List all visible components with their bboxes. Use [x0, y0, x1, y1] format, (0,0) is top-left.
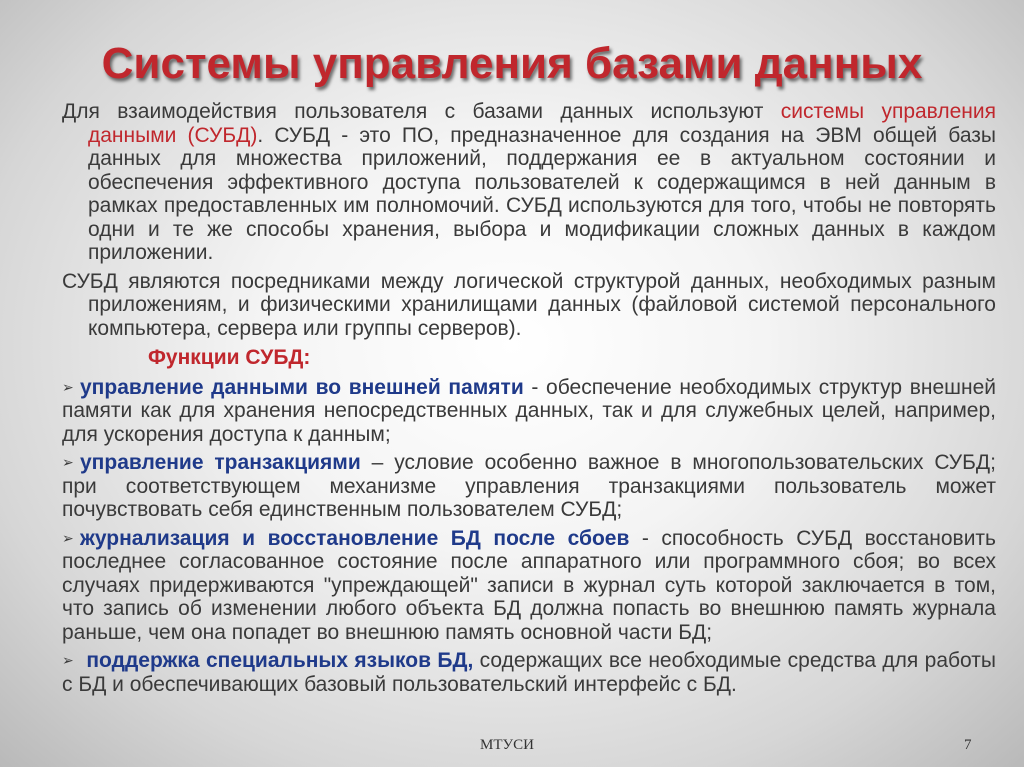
dbms-highlight: системы управления данными (СУБД) — [88, 100, 996, 147]
function-text: - обеспечение необходимых структур внешней памяти как для хранения непосредственных данных, так и для служебных целей, например, для ускорения доступа к данным; — [62, 375, 996, 446]
function-item — [62, 527, 996, 645]
arrow-bullet-icon: ➢ — [62, 652, 74, 668]
arrow-bullet-icon: ➢ — [62, 529, 74, 546]
slide-title: Системы управления базами данных — [101, 39, 923, 88]
page-number: 7 — [964, 737, 972, 753]
arrow-bullet-icon: ➢ — [62, 378, 74, 395]
function-item — [62, 451, 996, 522]
slide-content — [62, 100, 996, 701]
function-text: - способность СУБД восстановить последнее согласованное состояние после аппаратного или программного сбоя; во всех случаях придерживаются "упреждающей" записи в журнал суть которой заключается в том, что запись об изменении любого объекта БД должна попасть во внешнюю память журнала раньше, чем она попадет во внешнюю память основной части БД; — [62, 526, 996, 644]
footer-organization: МТУСИ — [480, 737, 534, 753]
functions-heading: Функции СУБД: — [148, 346, 311, 369]
intro-paragraph-1 — [62, 100, 996, 265]
function-item — [62, 649, 996, 696]
function-text: содержащих все необходимые средства для работы с БД и обеспечивающих базовый пользовательский интерфейс с БД. — [62, 649, 996, 696]
function-term: управление данными во внешней памяти — [80, 375, 524, 399]
function-item — [62, 376, 996, 447]
function-text: – условие особенно важное в многопользовательских СУБД; при соответствующем механизме управления транзакциями пользователь может почувствовать себя единственным пользователем СУБД; — [62, 451, 996, 521]
arrow-bullet-icon: ➢ — [62, 454, 74, 470]
intro-paragraph-2: СУБД являются посредниками между логической структурой данных, необходимых разным приложениям, и физическими хранилищами данных (файловой системой персонального компьютера, сервера или группы серверов). — [62, 269, 996, 340]
function-term: поддержка специальных языков БД, — [80, 649, 474, 672]
intro-p1-end: . СУБД - это ПО, предназначенное для создания на ЭВМ общей базы данных для множества приложений, поддержания ее в актуальном состоянии и обеспечения эффективного доступа пользователей к содержащимся в ней данным в рамках предоставленных им полномочий. СУБД используются для того, чтобы не повторять одни и те же способы хранения, выбора и модификации сложных данных в каждом приложении. — [88, 123, 996, 264]
function-term: журнализация и восстановление БД после сбоев — [80, 526, 630, 550]
intro-p1-start: Для взаимодействия пользователя с базами данных используют — [62, 100, 781, 123]
function-term: управление транзакциями — [80, 451, 361, 474]
